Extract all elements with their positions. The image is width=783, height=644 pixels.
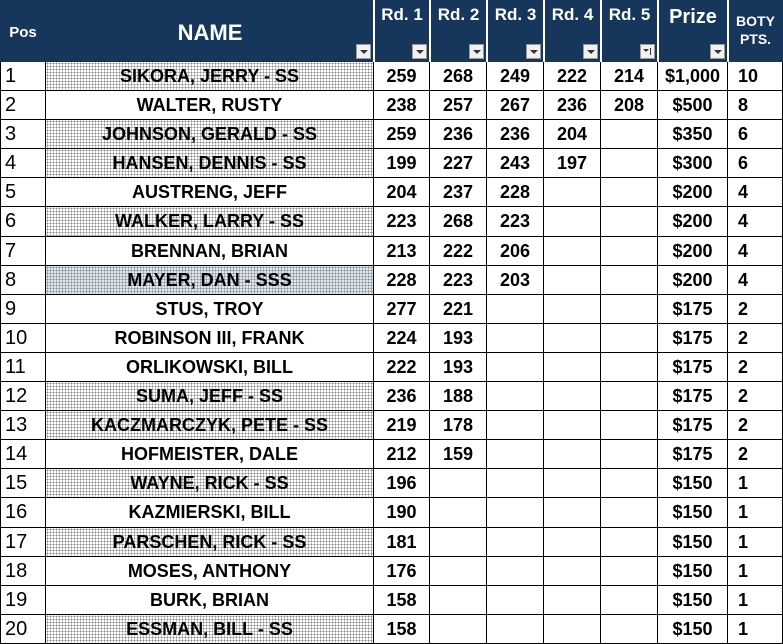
rd4-cell[interactable] — [544, 498, 601, 527]
table-row — [0, 615, 783, 644]
boty-cell[interactable]: 6 — [728, 120, 783, 149]
header-rd4-label: Rd. 4 — [551, 5, 594, 24]
table-row — [0, 237, 783, 266]
name-cell[interactable]: HOFMEISTER, DALE — [46, 440, 374, 469]
rd2-cell[interactable]: 237 — [430, 178, 487, 207]
rd1-cell[interactable]: 196 — [374, 469, 430, 498]
header-rd4[interactable] — [544, 0, 601, 62]
rd4-cell[interactable] — [544, 178, 601, 207]
prize-cell[interactable]: $200 — [658, 266, 728, 295]
pos-cell[interactable]: 9 — [0, 295, 46, 324]
rd3-cell[interactable] — [487, 353, 544, 382]
header-rd5-label: Rd. 5 — [608, 5, 651, 24]
name-cell[interactable]: SUMA, JEFF - SS — [46, 382, 374, 411]
name-cell[interactable]: PARSCHEN, RICK - SS — [46, 528, 374, 557]
rd3-cell[interactable]: 206 — [487, 237, 544, 266]
rd2-cell[interactable]: 223 — [430, 266, 487, 295]
prize-cell[interactable]: $200 — [658, 207, 728, 236]
rd3-cell[interactable]: 249 — [487, 62, 544, 91]
rd4-cell[interactable]: 197 — [544, 149, 601, 178]
boty-cell[interactable]: 1 — [728, 586, 783, 615]
boty-cell[interactable]: 4 — [728, 237, 783, 266]
rd1-cell[interactable]: 224 — [374, 324, 430, 353]
name-cell[interactable]: MAYER, DAN - SSS — [46, 266, 374, 295]
boty-cell[interactable]: 2 — [728, 295, 783, 324]
boty-cell[interactable]: 4 — [728, 266, 783, 295]
standings-rows — [0, 62, 783, 644]
rd3-cell[interactable] — [487, 469, 544, 498]
pos-cell[interactable]: 2 — [0, 91, 46, 120]
table-row — [0, 498, 783, 527]
table-row — [0, 586, 783, 615]
pos-cell[interactable]: 12 — [0, 382, 46, 411]
rd4-cell[interactable] — [544, 266, 601, 295]
boty-cell[interactable]: 4 — [728, 207, 783, 236]
name-cell[interactable]: ORLIKOWSKI, BILL — [46, 353, 374, 382]
boty-cell[interactable]: 8 — [728, 91, 783, 120]
name-cell[interactable]: MOSES, ANTHONY — [46, 557, 374, 586]
rd5-cell[interactable] — [601, 295, 658, 324]
rd2-cell[interactable]: 193 — [430, 353, 487, 382]
boty-cell[interactable]: 2 — [728, 440, 783, 469]
header-rd5[interactable] — [601, 0, 658, 62]
rd2-cell[interactable]: 193 — [430, 324, 487, 353]
rd5-cell[interactable] — [601, 586, 658, 615]
header-rd2[interactable] — [430, 0, 487, 62]
rd2-cell[interactable] — [430, 469, 487, 498]
rd5-cell[interactable] — [601, 324, 658, 353]
rd3-cell[interactable] — [487, 615, 544, 644]
boty-cell[interactable]: 1 — [728, 557, 783, 586]
name-cell[interactable]: STUS, TROY — [46, 295, 374, 324]
rd2-cell[interactable]: 227 — [430, 149, 487, 178]
rd5-cell[interactable] — [601, 440, 658, 469]
rd3-cell[interactable]: 236 — [487, 120, 544, 149]
rd1-cell[interactable]: 176 — [374, 557, 430, 586]
boty-cell[interactable]: 1 — [728, 615, 783, 644]
rd4-cell[interactable] — [544, 295, 601, 324]
name-cell[interactable]: JOHNSON, GERALD - SS — [46, 120, 374, 149]
rd5-cell[interactable] — [601, 528, 658, 557]
rd5-cell[interactable] — [601, 469, 658, 498]
rd3-cell[interactable] — [487, 295, 544, 324]
header-divider — [486, 0, 488, 62]
pos-cell[interactable]: 1 — [0, 62, 46, 91]
rd5-cell[interactable] — [601, 149, 658, 178]
rd4-cell[interactable] — [544, 324, 601, 353]
pos-cell[interactable]: 16 — [0, 498, 46, 527]
header-divider — [600, 0, 602, 62]
boty-cell[interactable]: 10 — [728, 62, 783, 91]
prize-cell[interactable]: $500 — [658, 91, 728, 120]
rd3-cell[interactable]: 203 — [487, 266, 544, 295]
boty-cell[interactable]: 1 — [728, 469, 783, 498]
table-row — [0, 91, 783, 120]
rd2-cell[interactable]: 159 — [430, 440, 487, 469]
name-cell[interactable]: ROBINSON III, FRANK — [46, 324, 374, 353]
rd3-cell[interactable] — [487, 440, 544, 469]
rd5-cell[interactable]: 208 — [601, 91, 658, 120]
header-boty-line2: PTS. — [739, 31, 772, 47]
prize-cell[interactable]: $175 — [658, 382, 728, 411]
rd3-cell[interactable] — [487, 528, 544, 557]
pos-cell[interactable]: 14 — [0, 440, 46, 469]
rd2-cell[interactable]: 222 — [430, 237, 487, 266]
pos-cell[interactable]: 20 — [0, 615, 46, 644]
prize-cell[interactable]: $175 — [658, 411, 728, 440]
rd5-cell[interactable] — [601, 178, 658, 207]
table-row — [0, 382, 783, 411]
rd5-cell[interactable] — [601, 353, 658, 382]
table-row — [0, 178, 783, 207]
prize-cell[interactable]: $200 — [658, 178, 728, 207]
header-divider — [373, 0, 375, 62]
header-name[interactable] — [46, 0, 374, 62]
rd1-cell[interactable]: 204 — [374, 178, 430, 207]
header-row — [0, 0, 783, 62]
header-rd1[interactable] — [374, 0, 430, 62]
rd3-cell[interactable]: 228 — [487, 178, 544, 207]
name-cell[interactable]: ESSMAN, BILL - SS — [46, 615, 374, 644]
pos-cell[interactable]: 3 — [0, 120, 46, 149]
header-rd3[interactable] — [487, 0, 544, 62]
prize-cell[interactable]: $150 — [658, 586, 728, 615]
table-row — [0, 440, 783, 469]
header-prize[interactable] — [658, 0, 728, 62]
rd2-cell[interactable] — [430, 557, 487, 586]
rd4-cell[interactable]: 236 — [544, 91, 601, 120]
table-row — [0, 469, 783, 498]
prize-cell[interactable]: $1,000 — [658, 62, 728, 91]
rd5-cell[interactable] — [601, 411, 658, 440]
prize-cell[interactable]: $175 — [658, 324, 728, 353]
rd1-cell[interactable]: 213 — [374, 237, 430, 266]
pos-cell[interactable]: 7 — [0, 237, 46, 266]
rd2-cell[interactable]: 268 — [430, 207, 487, 236]
rd4-cell[interactable] — [544, 353, 601, 382]
rd2-cell[interactable]: 188 — [430, 382, 487, 411]
rd3-cell[interactable]: 267 — [487, 91, 544, 120]
name-cell[interactable]: AUSTRENG, JEFF — [46, 178, 374, 207]
rd3-cell[interactable]: 243 — [487, 149, 544, 178]
pos-cell[interactable]: 11 — [0, 353, 46, 382]
rd1-cell[interactable]: 181 — [374, 528, 430, 557]
pos-cell[interactable]: 10 — [0, 324, 46, 353]
prize-cell[interactable]: $150 — [658, 528, 728, 557]
header-boty-line1: BOTY — [736, 13, 775, 29]
rd4-cell[interactable] — [544, 411, 601, 440]
rd1-cell[interactable]: 223 — [374, 207, 430, 236]
table-row — [0, 149, 783, 178]
boty-cell[interactable]: 4 — [728, 178, 783, 207]
boty-cell[interactable]: 2 — [728, 382, 783, 411]
prize-cell[interactable]: $200 — [658, 237, 728, 266]
prize-cell[interactable]: $175 — [658, 295, 728, 324]
prize-filter-dropdown-icon[interactable] — [710, 44, 725, 59]
header-rd2-label: Rd. 2 — [437, 5, 480, 24]
rd4-cell[interactable]: 204 — [544, 120, 601, 149]
table-row — [0, 295, 783, 324]
rd4-cell[interactable] — [544, 528, 601, 557]
table-row — [0, 324, 783, 353]
rd3-cell[interactable] — [487, 498, 544, 527]
rd2-cell[interactable] — [430, 528, 487, 557]
rd3-cell[interactable] — [487, 411, 544, 440]
rd2-cell[interactable] — [430, 498, 487, 527]
rd1-cell[interactable]: 277 — [374, 295, 430, 324]
rd2-cell[interactable] — [430, 586, 487, 615]
name-cell[interactable]: KAZMIERSKI, BILL — [46, 498, 374, 527]
name-cell[interactable]: WAYNE, RICK - SS — [46, 469, 374, 498]
name-cell[interactable]: WALKER, LARRY - SS — [46, 207, 374, 236]
boty-cell[interactable]: 2 — [728, 324, 783, 353]
rd4-cell[interactable]: 222 — [544, 62, 601, 91]
rd1-cell[interactable]: 158 — [374, 586, 430, 615]
rd2-cell[interactable]: 236 — [430, 120, 487, 149]
name-cell[interactable]: BRENNAN, BRIAN — [46, 237, 374, 266]
rd3-cell[interactable] — [487, 324, 544, 353]
pos-cell[interactable]: 5 — [0, 178, 46, 207]
prize-cell[interactable]: $350 — [658, 120, 728, 149]
table-row — [0, 411, 783, 440]
rd5-sort-descending-filter-icon[interactable] — [640, 44, 655, 59]
rd2-cell[interactable]: 221 — [430, 295, 487, 324]
rd2-cell[interactable]: 257 — [430, 91, 487, 120]
table-row — [0, 557, 783, 586]
rd4-cell[interactable] — [544, 557, 601, 586]
table-row — [0, 266, 783, 295]
prize-cell[interactable]: $175 — [658, 353, 728, 382]
rd5-cell[interactable] — [601, 120, 658, 149]
boty-cell[interactable]: 1 — [728, 528, 783, 557]
prize-cell[interactable]: $150 — [658, 557, 728, 586]
header-prize-label: Prize — [669, 6, 717, 28]
prize-cell[interactable]: $300 — [658, 149, 728, 178]
pos-cell[interactable]: 19 — [0, 586, 46, 615]
pos-cell[interactable]: 8 — [0, 266, 46, 295]
name-cell[interactable]: KACZMARCZYK, PETE - SS — [46, 411, 374, 440]
rd1-cell[interactable]: 219 — [374, 411, 430, 440]
name-cell[interactable]: SIKORA, JERRY - SS — [46, 62, 374, 91]
header-rd1-label: Rd. 1 — [381, 5, 423, 24]
rd4-cell[interactable] — [544, 207, 601, 236]
table-row — [0, 62, 783, 91]
rd5-cell[interactable]: 214 — [601, 62, 658, 91]
rd2-filter-dropdown-icon[interactable] — [469, 44, 484, 59]
rd4-cell[interactable] — [544, 586, 601, 615]
header-divider — [429, 0, 431, 62]
rd5-cell[interactable] — [601, 266, 658, 295]
rd1-cell[interactable]: 158 — [374, 615, 430, 644]
rd1-cell[interactable]: 190 — [374, 498, 430, 527]
rd5-cell[interactable] — [601, 615, 658, 644]
rd1-cell[interactable]: 228 — [374, 266, 430, 295]
pos-cell[interactable]: 17 — [0, 528, 46, 557]
rd4-cell[interactable] — [544, 237, 601, 266]
rd2-cell[interactable] — [430, 615, 487, 644]
rd4-cell[interactable] — [544, 615, 601, 644]
boty-cell[interactable]: 2 — [728, 353, 783, 382]
rd3-filter-dropdown-icon[interactable] — [526, 44, 541, 59]
table-row — [0, 353, 783, 382]
rd5-cell[interactable] — [601, 382, 658, 411]
prize-cell[interactable]: $150 — [658, 498, 728, 527]
header-name-label: NAME — [177, 20, 243, 45]
rd3-cell[interactable]: 223 — [487, 207, 544, 236]
pos-cell[interactable]: 18 — [0, 557, 46, 586]
table-row — [0, 120, 783, 149]
rd1-cell[interactable]: 212 — [374, 440, 430, 469]
rd2-cell[interactable]: 268 — [430, 62, 487, 91]
rd1-cell[interactable]: 238 — [374, 91, 430, 120]
header-pos-label: Pos — [9, 24, 37, 41]
rd3-cell[interactable] — [487, 557, 544, 586]
rd5-cell[interactable] — [601, 498, 658, 527]
pos-cell[interactable]: 13 — [0, 411, 46, 440]
name-cell[interactable]: WALTER, RUSTY — [46, 91, 374, 120]
table-row — [0, 528, 783, 557]
rd5-cell[interactable] — [601, 207, 658, 236]
pos-cell[interactable]: 15 — [0, 469, 46, 498]
header-pos[interactable] — [0, 0, 46, 62]
rd1-filter-dropdown-icon[interactable] — [412, 44, 427, 59]
name-filter-dropdown-icon[interactable] — [356, 44, 371, 59]
header-boty-label — [728, 12, 783, 48]
rd2-cell[interactable]: 178 — [430, 411, 487, 440]
rd4-cell[interactable] — [544, 469, 601, 498]
boty-cell[interactable]: 1 — [728, 498, 783, 527]
rd1-cell[interactable]: 236 — [374, 382, 430, 411]
prize-cell[interactable]: $175 — [658, 440, 728, 469]
prize-cell[interactable]: $150 — [658, 615, 728, 644]
rd1-cell[interactable]: 259 — [374, 120, 430, 149]
rd4-filter-dropdown-icon[interactable] — [583, 44, 598, 59]
rd3-cell[interactable] — [487, 382, 544, 411]
rd5-cell[interactable] — [601, 237, 658, 266]
rd1-cell[interactable]: 199 — [374, 149, 430, 178]
pos-cell[interactable]: 4 — [0, 149, 46, 178]
header-rd3-label: Rd. 3 — [494, 5, 537, 24]
pos-cell[interactable]: 6 — [0, 207, 46, 236]
name-cell[interactable]: HANSEN, DENNIS - SS — [46, 149, 374, 178]
rd4-cell[interactable] — [544, 382, 601, 411]
boty-cell[interactable]: 2 — [728, 411, 783, 440]
boty-cell[interactable]: 6 — [728, 149, 783, 178]
rd1-cell[interactable]: 222 — [374, 353, 430, 382]
rd4-cell[interactable] — [544, 440, 601, 469]
header-divider — [543, 0, 545, 62]
header-divider — [657, 0, 659, 62]
rd5-cell[interactable] — [601, 557, 658, 586]
prize-cell[interactable]: $150 — [658, 469, 728, 498]
rd3-cell[interactable] — [487, 586, 544, 615]
header-boty[interactable] — [728, 0, 783, 62]
name-cell[interactable]: BURK, BRIAN — [46, 586, 374, 615]
table-row — [0, 207, 783, 236]
header-divider — [727, 0, 729, 62]
rd1-cell[interactable]: 259 — [374, 62, 430, 91]
